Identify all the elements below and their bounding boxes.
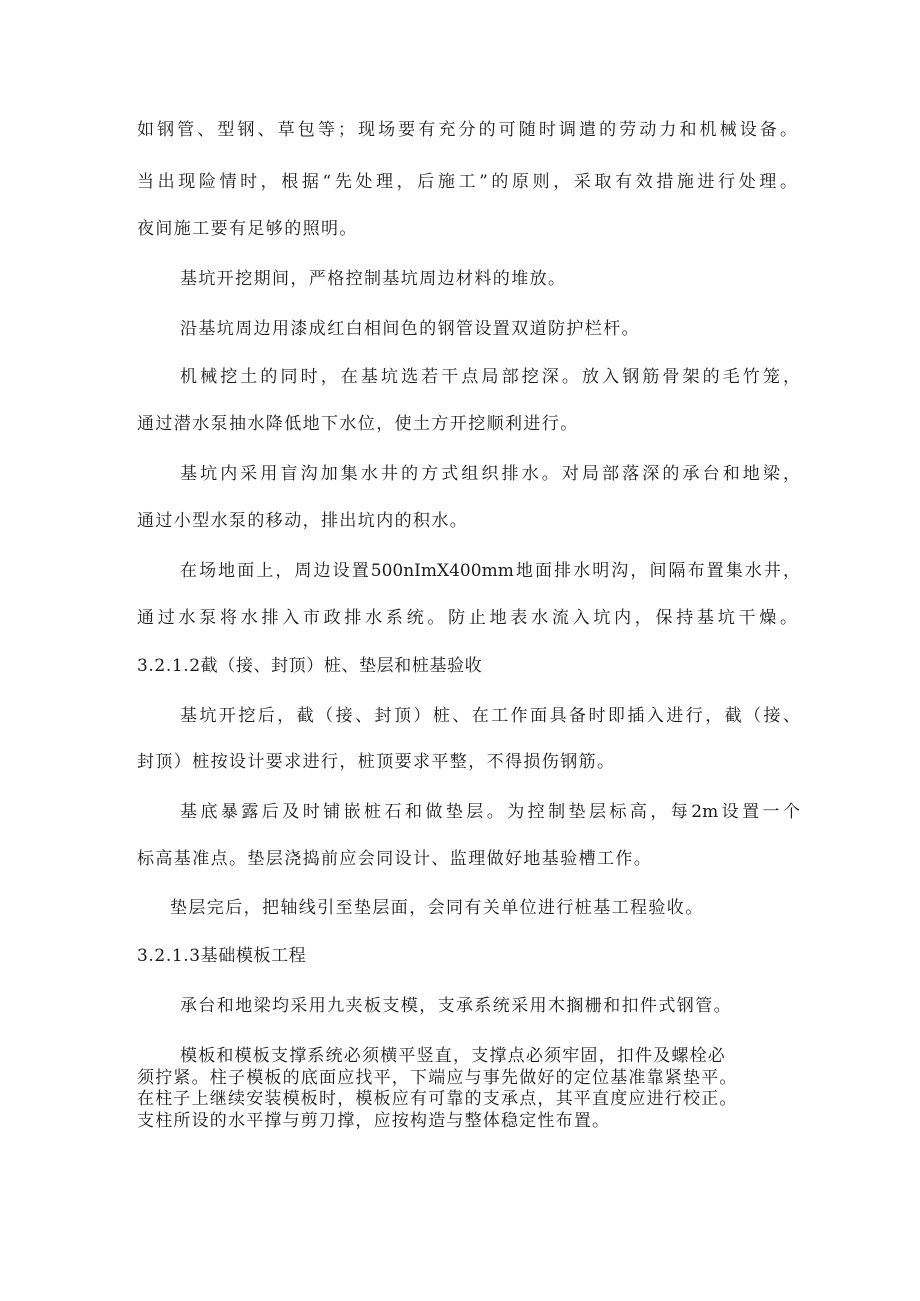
paragraph-line: 垫层完后，把轴线引至垫层面，会同有关单位进行桩基工程验收。 bbox=[170, 898, 704, 918]
paragraph-line: 基坑开挖期间，严格控制基坑周边材料的堆放。 bbox=[180, 269, 567, 289]
text-line: 夜间施工要有足够的照明。 bbox=[137, 219, 358, 239]
paragraph-line: 沿基坑周边用漆成红白相间色的钢管设置双道防护栏杆。 bbox=[180, 319, 640, 339]
text-line: 通过水泵将水排入市政排水系统。防止地表水流入坑内，保持基坑干燥。 bbox=[137, 608, 797, 628]
text-line: 当出现险情时，根据“先处理，后施工”的原则，采取有效措施进行处理。 bbox=[137, 172, 797, 192]
text-line: 如钢管、型钢、草包等；现场要有充分的可随时调遣的劳动力和机械设备。 bbox=[137, 120, 797, 140]
paragraph-line: 支柱所设的水平撑与剪刀撑，应按构造与整体稳定性布置。 bbox=[137, 1110, 611, 1131]
paragraph-line: 基坑内采用盲沟加集水井的方式组织排水。对局部落深的承台和地梁， bbox=[180, 464, 800, 484]
paragraph-line: 须拧紧。柱子模板的底面应找平，下端应与事先做好的定位基准靠紧垫平。 bbox=[137, 1067, 738, 1088]
paragraph-line: 基底暴露后及时铺嵌桩石和做垫层。为控制垫层标高，每2m设置一个 bbox=[180, 802, 800, 822]
paragraph-block bbox=[137, 1046, 797, 1132]
text-line: 通过小型水泵的移动，排出坑内的积水。 bbox=[137, 511, 469, 531]
paragraph-line: 在场地面上，周边设置500nImX400mm地面排水明沟，间隔布置集水井， bbox=[180, 561, 800, 581]
paragraph-line: 基坑开挖后，截（接、封顶）桩、在工作面具备时即插入进行，截（接、 bbox=[180, 706, 800, 726]
paragraph-line: 模板和模板支撑系统必须横平竖直，支撑点必须牢固，扣件及螺栓必 bbox=[180, 1046, 726, 1066]
paragraph-line: 在柱子上继续安装模板时，模板应有可靠的支承点，其平直度应进行校正。 bbox=[137, 1089, 738, 1109]
section-heading: 3.2.1.3基础模板工程 bbox=[137, 946, 307, 966]
paragraph-line: 机械挖土的同时，在基坑选若干点局部挖深。放入钢筋骨架的毛竹笼， bbox=[180, 367, 800, 387]
text-line: 标高基准点。垫层浇捣前应会同设计、监理做好地基验槽工作。 bbox=[137, 849, 653, 869]
text-line: 通过潜水泵抽水降低地下水位，使土方开挖顺利进行。 bbox=[137, 414, 579, 434]
section-heading: 3.2.1.2截（接、封顶）桩、垫层和桩基验收 bbox=[137, 656, 483, 676]
text-line: 封顶）桩按设计要求进行，桩顶要求平整，不得损伤钢筋。 bbox=[137, 752, 616, 772]
paragraph-line: 承台和地梁均采用九夹板支模，支承系统采用木搁栅和扣件式钢管。 bbox=[180, 996, 732, 1016]
